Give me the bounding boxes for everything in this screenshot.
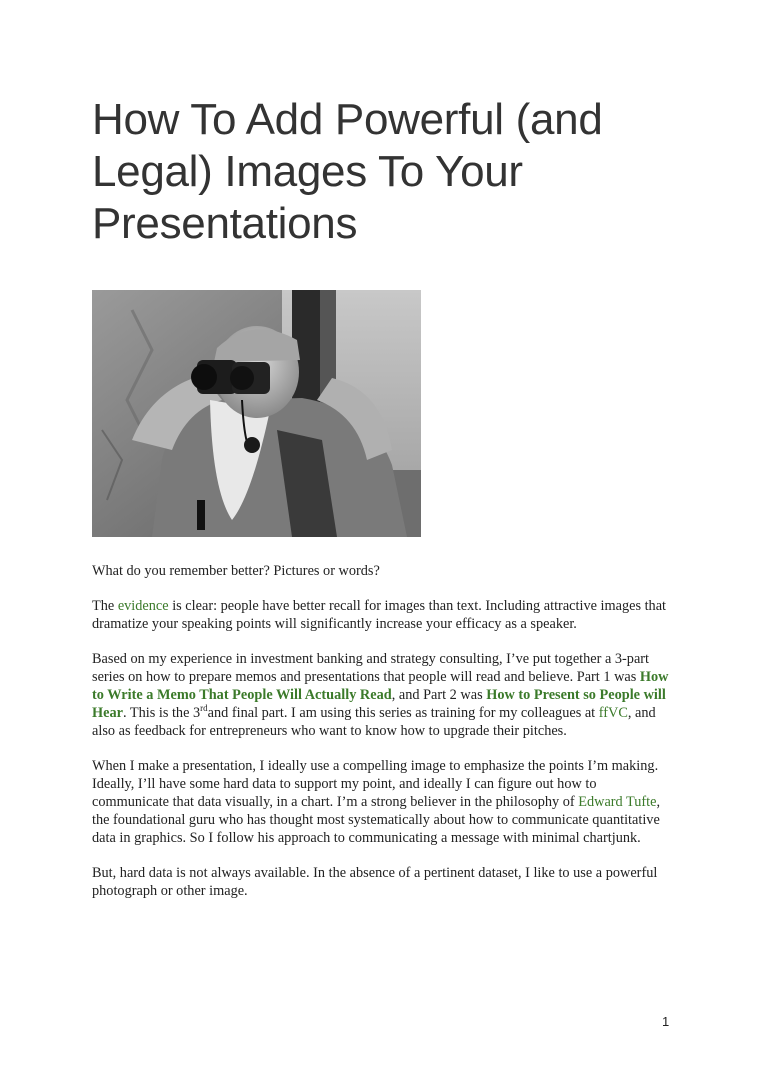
- page-number: 1: [662, 1014, 670, 1029]
- paragraph-intro-question: What do you remember better? Pictures or words?: [92, 563, 380, 579]
- paragraph-evidence: The evidence is clear: people have better recall for images than text. Including attractive images that dramatize your speaking points will significantly increase your efficacy as a speaker.: [92, 598, 667, 632]
- edward-tufte-link[interactable]: Edward Tufte: [578, 794, 657, 810]
- article-body: [92, 562, 670, 917]
- ffvc-link[interactable]: ffVC: [598, 705, 628, 721]
- memo-article-link[interactable]: How to Write a Memo That People Will Actually Read: [92, 669, 669, 703]
- paragraph-hard-data: But, hard data is not always available. In the absence of a pertinent dataset, I like to use a powerful photograph or other image.: [92, 865, 658, 899]
- man-with-binoculars-photo: [92, 290, 421, 537]
- paragraph-presentation: When I make a presentation, I ideally use a compelling image to emphasize the points I’m making. Ideally, I’ll have some hard data to support my point, and ideally I can figure out how to communicate that data visually, in a chart. I’m a strong believer in the philosophy of Edward Tufte, the foundational guru who has thought most systematically about how to communicate quantitative data in graphics. So I follow his approach to communicating a message with minimal chartjunk.: [92, 758, 661, 846]
- evidence-link[interactable]: evidence: [117, 598, 169, 614]
- ordinal-suffix: rd: [200, 703, 208, 714]
- article-title: How To Add Powerful (and Legal) Images To Your Presentations: [92, 95, 603, 248]
- paragraph-series: Based on my experience in investment banking and strategy consulting, I’ve put together a 3-part series on how to prepare memos and presentations that people will read and believe. Part 1 was How to Write a Memo That People Will Actually Read, and Part 2 was How to Present so People will Hear. This is the 3rdand final part. I am using this series as training for my colleagues at ffVC, and also as feedback for entrepreneurs who want to know how to upgrade their pitches.: [92, 651, 669, 739]
- present-article-link[interactable]: How to Present so People will Hear: [92, 687, 666, 721]
